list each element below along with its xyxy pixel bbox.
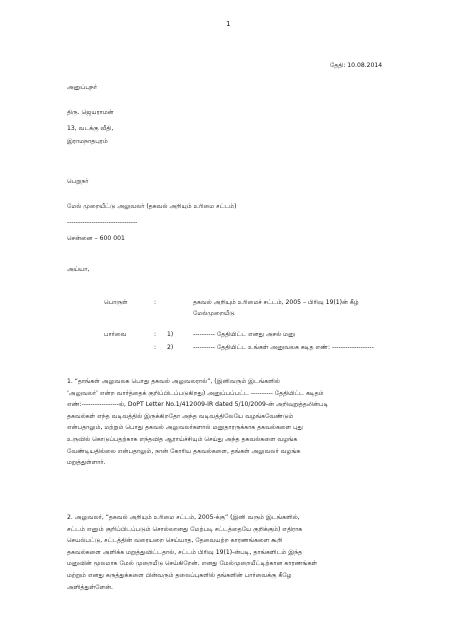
recipient-city: சென்னை – 600 001 <box>67 235 125 242</box>
paragraph-2-line: சட்டம் எனும் குறிப்பிடப்படும் சொல்லானது மேற்படி சட்டத்தையே குறிக்கும்) எதிராக <box>67 525 303 533</box>
paragraph-2-line: தகவல்களை அளிக்க மறுத்துவிட்டதால், சட்டம் பிரிவு 19(1)-ன்படி, தாங்களிடம் இந்த <box>67 548 303 556</box>
reference-colon-1: : <box>154 331 157 338</box>
reference-label: பார்வை <box>104 331 127 338</box>
sender-heading: அனுப்புநர் <box>67 84 98 91</box>
paragraph-1-line: தகவல்கள் எந்த வடிவத்தில் இருக்கிறதோ அந்த வடிவத்திலேயே வழங்கவேண்டும் <box>67 412 294 420</box>
paragraph-2-line: 2. அலுவலர், “தகவல் அறியும் உரிமை சட்டம், 2005-க்கு” (இனி வரும் இடங்களில், <box>67 514 300 521</box>
subject-line-1: தகவல் அறியும் உரிமைச் சட்டம், 2005 – பிரிவு 19(1)ன் கீழ் <box>193 299 359 306</box>
subject-line-2: மேல்முறையீடு <box>193 310 235 317</box>
paragraph-1 <box>67 376 385 469</box>
sender-name: திரு. ஜெயராமன் <box>67 109 114 116</box>
paragraph-1-line: எண்:-----------------ல், DoPT Letter No.1/412009-IR dated 5/10/2009-ன் அறிவுறுத்தலின்படி <box>67 401 329 409</box>
reference-item-1-text: ---------- தேதியிட்ட எனது அசல் மனு <box>193 331 296 338</box>
paragraph-1-line: 1. “தாங்கள் அலுவலக பொது தகவல் அலுவலரால்”, (இனிவரும் இடங்களில் <box>67 378 280 385</box>
subject-colon: : <box>154 299 157 306</box>
paragraph-2-line: செயல்பட்டு, சட்டத்தின் வரையறை செய்யாத, தேவையற்ற காரணங்களை கூறி <box>67 537 283 545</box>
paragraph-2 <box>67 512 385 593</box>
page-number: 1 <box>226 20 231 28</box>
paragraph-2-line: மனுவின் மூலமாக மேல் முறையீடு செய்கிறேன். எனது மேல்முறையீட்டிற்கான காரணங்கள் <box>67 560 318 568</box>
recipient-heading: பெறுநர் <box>67 178 89 185</box>
recipient-blank-line: -------------------------------- <box>67 219 138 226</box>
subject-label: பொருள் <box>104 299 128 306</box>
paragraph-1-line: என்பதாலும், மற்றும் பொது தகவல் அலுவலர்களால் மனுதாரருக்காக தகவல்களை புது <box>67 424 303 432</box>
sender-street: 13, வடக்கு வீதி, <box>67 125 114 132</box>
reference-item-2-number: 2) <box>167 344 174 351</box>
paragraph-2-line: மற்றும் எனது கருத்துக்களை பின்வரும் தலைப்புகளில் தங்களின் பார்வைக்கு கீழே <box>67 571 292 579</box>
paragraph-2-line: அளித்துள்ளேன். <box>67 583 113 591</box>
letter-date: தேதி: 10.08.2014 <box>330 62 383 69</box>
reference-item-2-text: ---------- தேதியிட்ட உங்கள் அனுவலக கடித எண்: ------------------- <box>193 344 374 351</box>
paragraph-1-line: வேண்டியதில்லை என்பதாலும், நான் கோரிய தகவல்களை, தங்கள் அலுவலர் வழங்க <box>67 447 301 455</box>
recipient-office: மேல் முறையீட்டு அலுவலர் (தகவல் அறியும் உரிமை சட்டம்) <box>67 203 237 210</box>
reference-item-1-number: 1) <box>167 331 174 338</box>
paragraph-1-line: உருவில் கொடுப்பதற்காக எந்தவித ஆராய்ச்சியும் செய்து அந்த தகவல்களை வழங்க <box>67 435 298 443</box>
sender-town: இராமநாதபுரம் <box>67 138 108 145</box>
paragraph-1-line: ‘அலுவலர்’ என்ற வார்த்தைக் குறிப்பிடப்படுகிறது) அனுப்பப்பட்ட ---------- தேதியிட்ட கடிதம் <box>67 389 324 397</box>
salutation: அய்யா, <box>67 266 90 273</box>
reference-colon-2: : <box>154 344 157 351</box>
paragraph-1-line: மறுத்துள்ளார். <box>67 459 106 467</box>
